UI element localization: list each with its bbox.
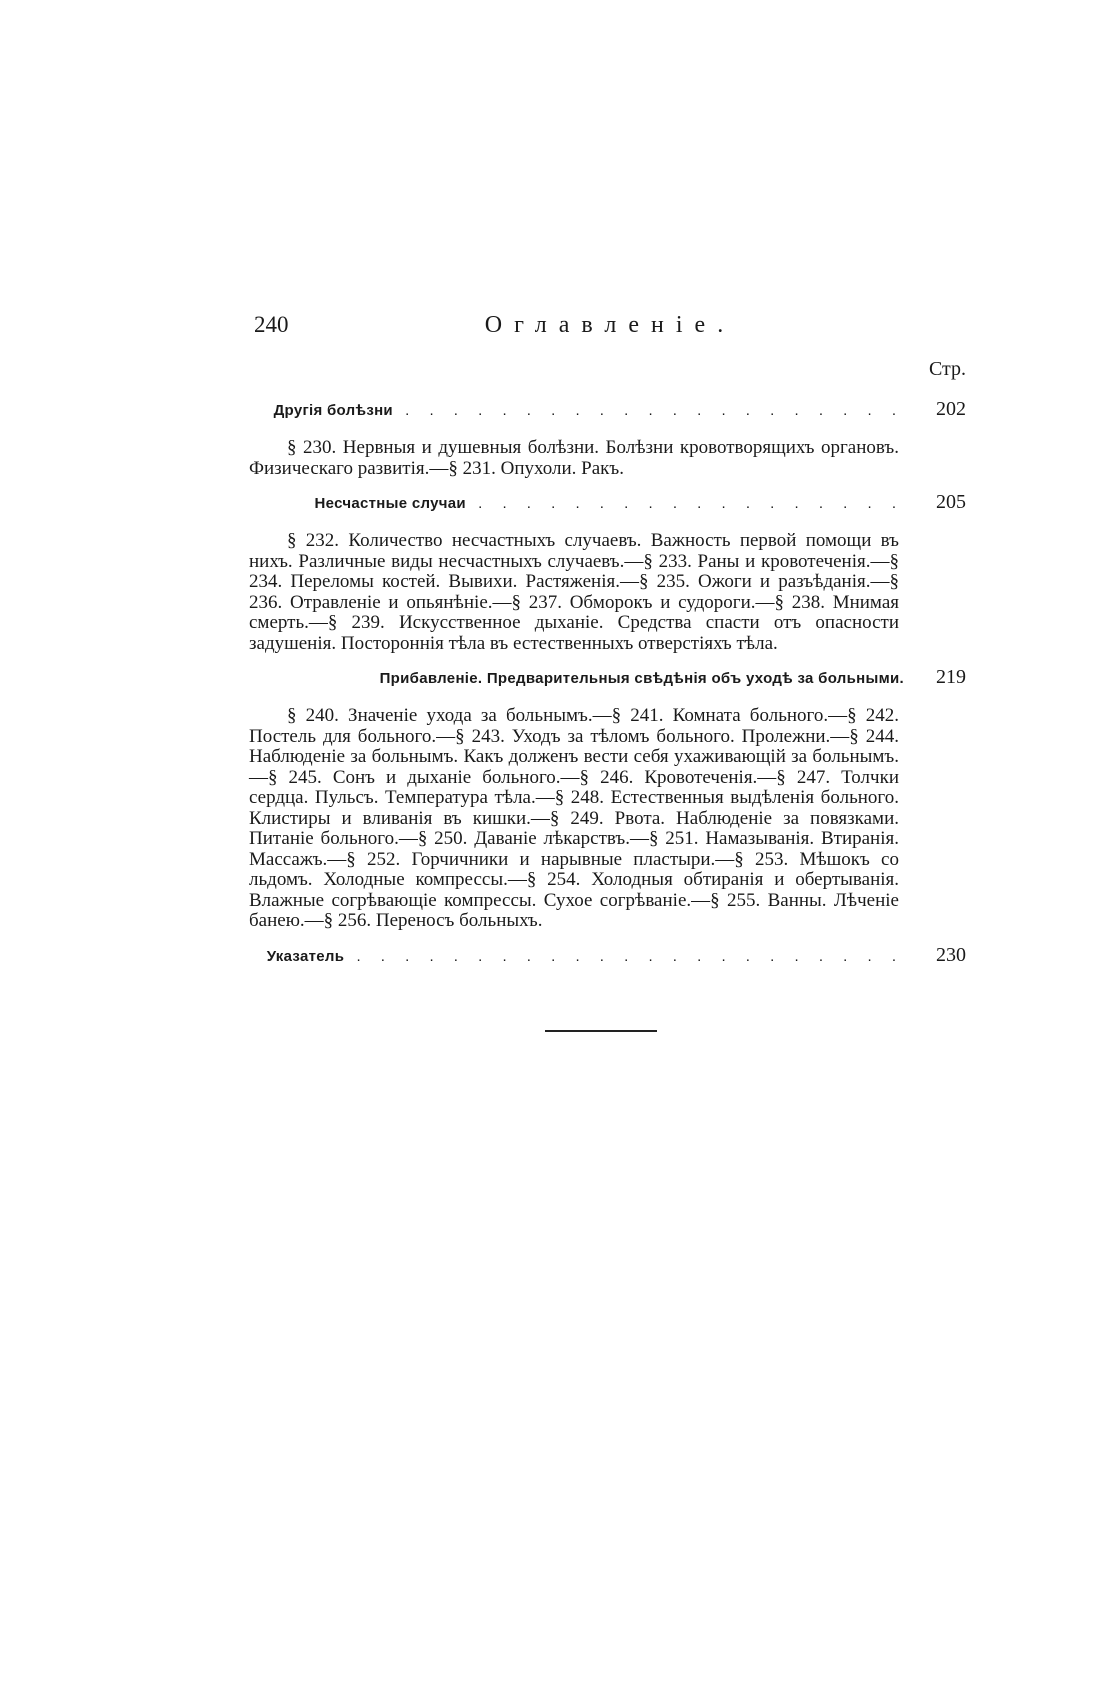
- toc-entry: [249, 491, 966, 654]
- toc-entry: [249, 398, 966, 479]
- toc-entry: [249, 944, 966, 978]
- page-column-label: Стр.: [928, 358, 966, 380]
- leader-dots: . . . . . . . . . . . . . . . . . .: [465, 495, 904, 512]
- toc-entry: [249, 666, 966, 932]
- table-of-contents: [249, 398, 966, 990]
- toc-entry-page: 205: [936, 491, 966, 513]
- toc-entry-description: § 230. Нервныя и душевныя болѣзни. Болѣзни кровотворящихъ органовъ. Физическаго развитія.—§ 231. Опухоли. Ракъ.: [249, 437, 899, 479]
- toc-entry-description: § 232. Количество несчастныхъ случаевъ. Важность первой помощи въ нихъ. Различные виды несчастныхъ случаевъ.—§ 233. Раны и кровотеченія.—§ 234. Переломы костей. Вывихи. Растяженія.—§ 235. Ожоги и разъѣданія.—§ 236. Отравленіе и опьянѣніе.—§ 237. Обморокъ и судороги.—§ 238. Мнимая смерть.—§ 239. Искусственное дыханіе. Средства спасти отъ опасности задушенія. Постороннія тѣла въ естественныхъ отверстіяхъ тѣла.: [249, 530, 899, 654]
- page-title: Оглавленіе.: [484, 312, 736, 338]
- toc-entry-title: Указатель: [266, 947, 345, 965]
- toc-entry-page: 202: [936, 398, 966, 420]
- toc-entry-title: Несчастные случаи: [314, 495, 466, 512]
- closing-rule: [545, 1030, 657, 1032]
- leader-dots: . . . . . . . . . . . . . . . . . . . . . . .: [344, 947, 904, 965]
- toc-entry-page: 219: [936, 666, 966, 688]
- leader-dots: . . . . . . . . . . . . . . . . . . . . .: [392, 402, 904, 419]
- toc-entry-description: § 240. Значеніе ухода за больнымъ.—§ 241. Комната больного.—§ 242. Постель для больного.—§ 243. Уходъ за тѣломъ больного. Пролежни.—§ 244. Наблюденіе за больнымъ. Какъ долженъ вести себя ухаживающій за больнымъ.—§ 245. Сонъ и дыханіе больного.—§ 246. Кровотеченія.—§ 247. Толчки сердца. Пульсъ. Температура тѣла.—§ 248. Естественныя выдѣленія больного. Клистиры и вливанія въ кишки.—§ 249. Рвота. Наблюденіе за повязками. Питаніе больного.—§ 250. Даваніе лѣкарствъ.—§ 251. Намазыванія. Втиранія. Массажъ.—§ 252. Горчичники и нарывные пластыри.—§ 253. Мѣшокъ со льдомъ. Холодные компрессы.—§ 254. Холодныя обтиранія и обертыванія. Влажные согрѣвающіе компрессы. Сухое согрѣваніе.—§ 255. Ванны. Лѣченіе банею.—§ 256. Переносъ больныхъ.: [249, 705, 899, 931]
- toc-entry-title: Другія болѣзни: [273, 402, 393, 419]
- page-number: 240: [254, 312, 289, 337]
- page-header: [254, 312, 966, 352]
- toc-entry-page: 230: [936, 943, 966, 966]
- toc-entry-title: Прибавленіе. Предварительныя свѣдѣнія объ уходѣ за больными.: [379, 670, 904, 687]
